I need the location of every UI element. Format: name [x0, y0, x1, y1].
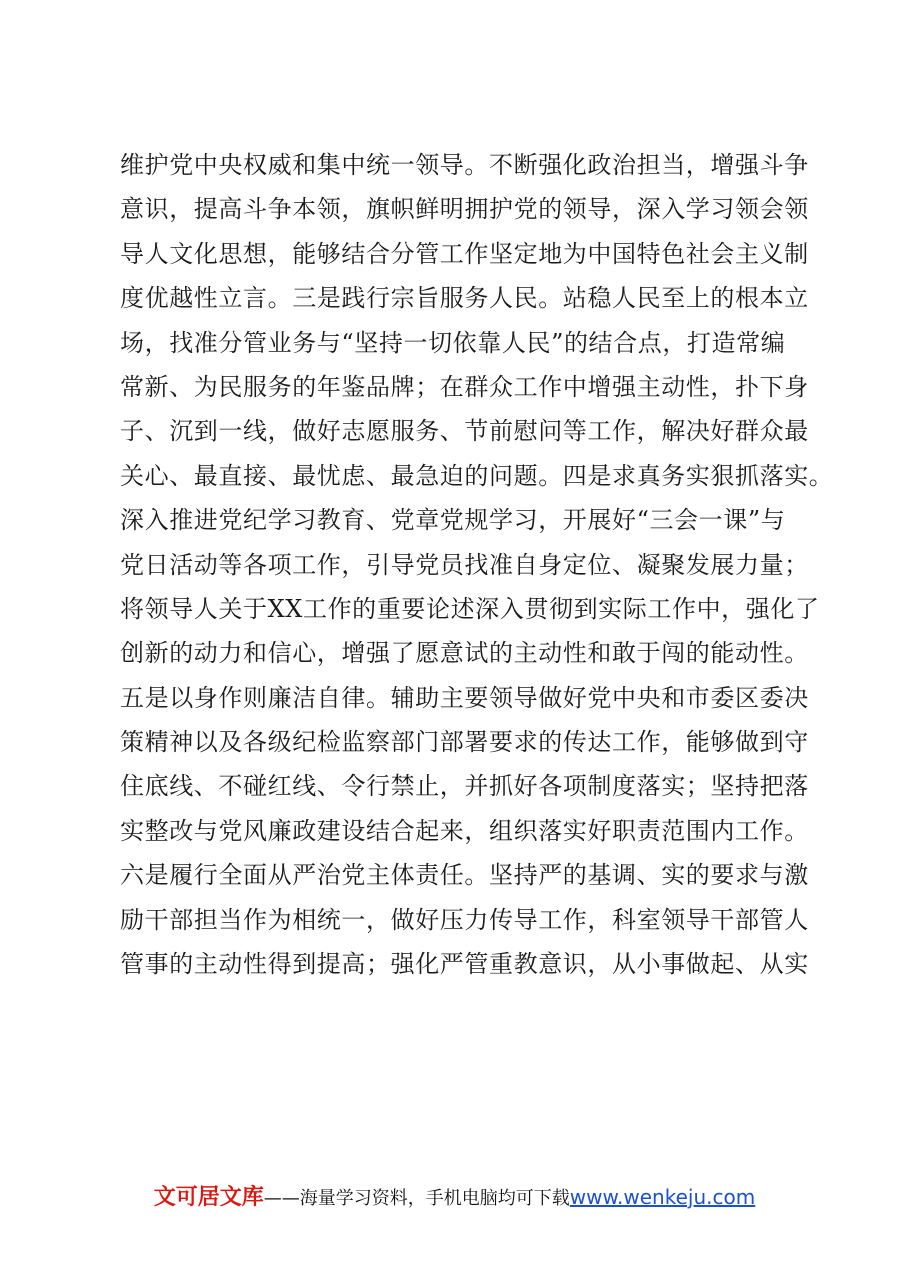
brand-name: 文可居文库 [153, 1185, 264, 1210]
text-line: 关心、最直接、最忧虑、最急迫的问题。四是求真务实狠抓落实。 [120, 461, 834, 490]
text-line: 励干部担当作为相统一，做好压力传导工作，科室领导干部管人 [120, 905, 809, 934]
text-line: 维护党中央权威和集中统一领导。不断强化政治担当，增强斗争 [120, 151, 809, 179]
text-line: 住底线、不碰红线、令行禁止，并抓好各项制度落实；坚持把落 [120, 772, 809, 801]
text-line: 六是履行全面从严治党主体责任。坚持严的基调、实的要求与激 [120, 861, 809, 890]
text-line: 度优越性立言。三是践行宗旨服务人民。站稳人民至上的根本立 [120, 284, 809, 313]
text-line: 五是以身作则廉洁自律。辅助主要领导做好党中央和市委区委决 [120, 683, 809, 712]
text-line: 意识，提高斗争本领，旗帜鲜明拥护党的领导，深入学习领会领 [120, 195, 809, 224]
text-line: 实整改与党风廉政建设结合起来，组织落实好职责范围内工作。 [120, 816, 809, 845]
text-line: 管事的主动性得到提高；强化严管重教意识，从小事做起、从实 [120, 950, 809, 979]
text-line: 策精神以及各级纪检监察部门部署要求的传达工作，能够做到守 [120, 728, 809, 757]
text-line: 深入推进党纪学习教育、党章党规学习，开展好“三会一课”与 [120, 506, 786, 535]
text-line: 子、沉到一线，做好志愿服务、节前慰问等工作，解决好群众最 [120, 417, 809, 446]
footer-tagline: ——海量学习资料，手机电脑均可下载 [263, 1188, 570, 1209]
body-text [120, 143, 834, 986]
text-line: 将领导人关于XX工作的重要论述深入贯彻到实际工作中，强化了 [120, 594, 820, 623]
website-link[interactable]: www.wenkeju.com [569, 1185, 756, 1209]
text-line: 场，找准分管业务与“坚持一切依靠人民”的结合点，打造常编 [120, 328, 786, 357]
text-line: 创新的动力和信心，增强了愿意试的主动性和敢于闯的能动性。 [120, 639, 809, 668]
text-line: 党日活动等各项工作，引导党员找准自身定位、凝聚发展力量； [120, 550, 809, 579]
footer-banner [0, 1180, 909, 1211]
text-line: 常新、为民服务的年鉴品牌；在群众工作中增强主动性，扑下身 [120, 372, 809, 401]
text-line: 导人文化思想，能够结合分管工作坚定地为中国特色社会主义制 [120, 239, 809, 268]
